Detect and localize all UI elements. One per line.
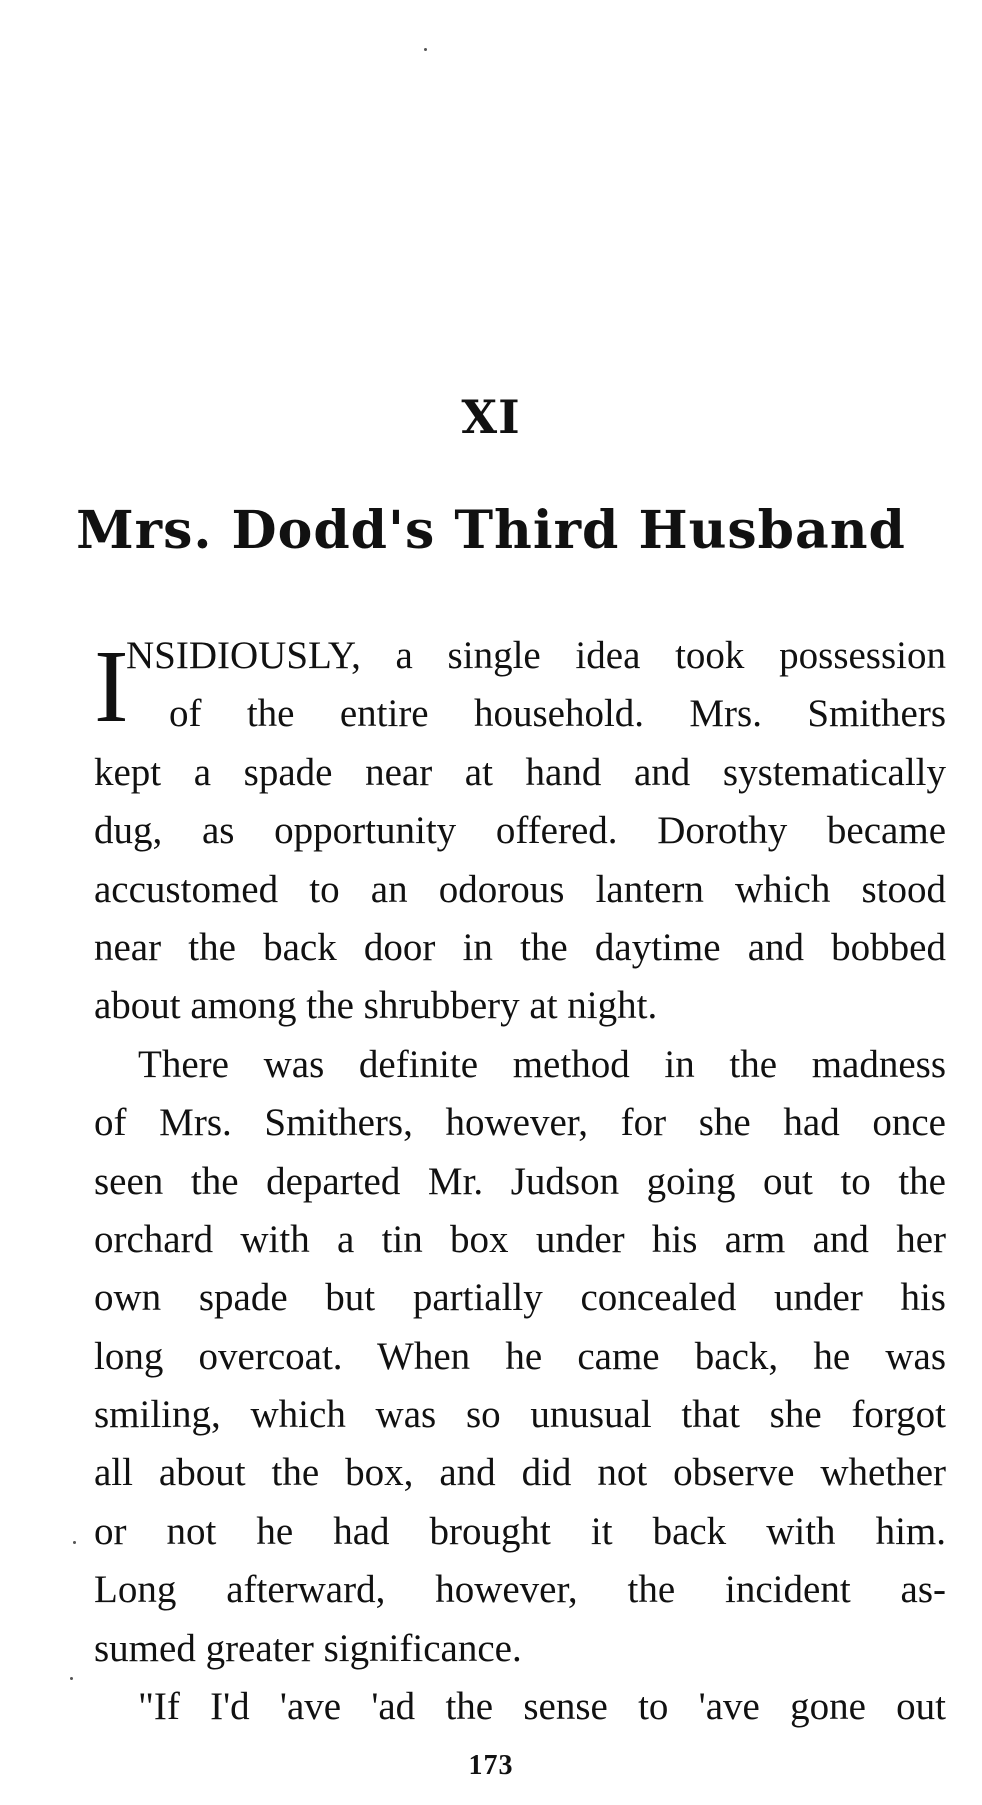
text-line: about among the shrubbery at night. [94,984,658,1028]
text-line: "If I'd 'ave 'ad the sense to 'ave gone out [138,1685,946,1729]
text-line: all about the box, and did not observe whether [94,1451,946,1495]
text-line: There was definite method in the madness [138,1042,946,1086]
body-text [94,627,946,1736]
text-line: own spade but partially concealed under his [94,1276,946,1320]
page-number: 173 [468,1750,514,1781]
text-line: accustomed to an odorous lantern which stood [94,867,946,911]
text-line: of Mrs. Smithers, however, for she had once [94,1101,946,1145]
text-line: Long afterward, however, the incident as- [94,1568,946,1612]
text-line: smiling, which was so unusual that she forgot [94,1393,946,1437]
drop-cap: I [94,629,129,744]
text-line: long overcoat. When he came back, he was [94,1334,946,1378]
text-line: orchard with a tin box under his arm and her [94,1217,946,1261]
page-speck [424,48,427,51]
text-line: of the entire household. Mrs. Smithers [169,692,946,736]
text-line: dug, as opportunity offered. Dorothy became [94,809,946,853]
text-line: near the back door in the daytime and bobbed [94,925,946,969]
text-line: kept a spade near at hand and systematically [94,750,946,794]
page-speck [73,1541,76,1544]
chapter-title: Mrs. Dodd's Third Husband [76,500,906,561]
page-speck [70,1677,73,1680]
text-line-content: NSIDIOUSLY, a single idea took possession [126,634,946,677]
chapter-number: XI [461,390,521,444]
text-line: or not he had brought it back with him. [94,1509,946,1553]
text-line: seen the departed Mr. Judson going out to the [94,1159,946,1203]
text-line: sumed greater significance. [94,1626,522,1670]
